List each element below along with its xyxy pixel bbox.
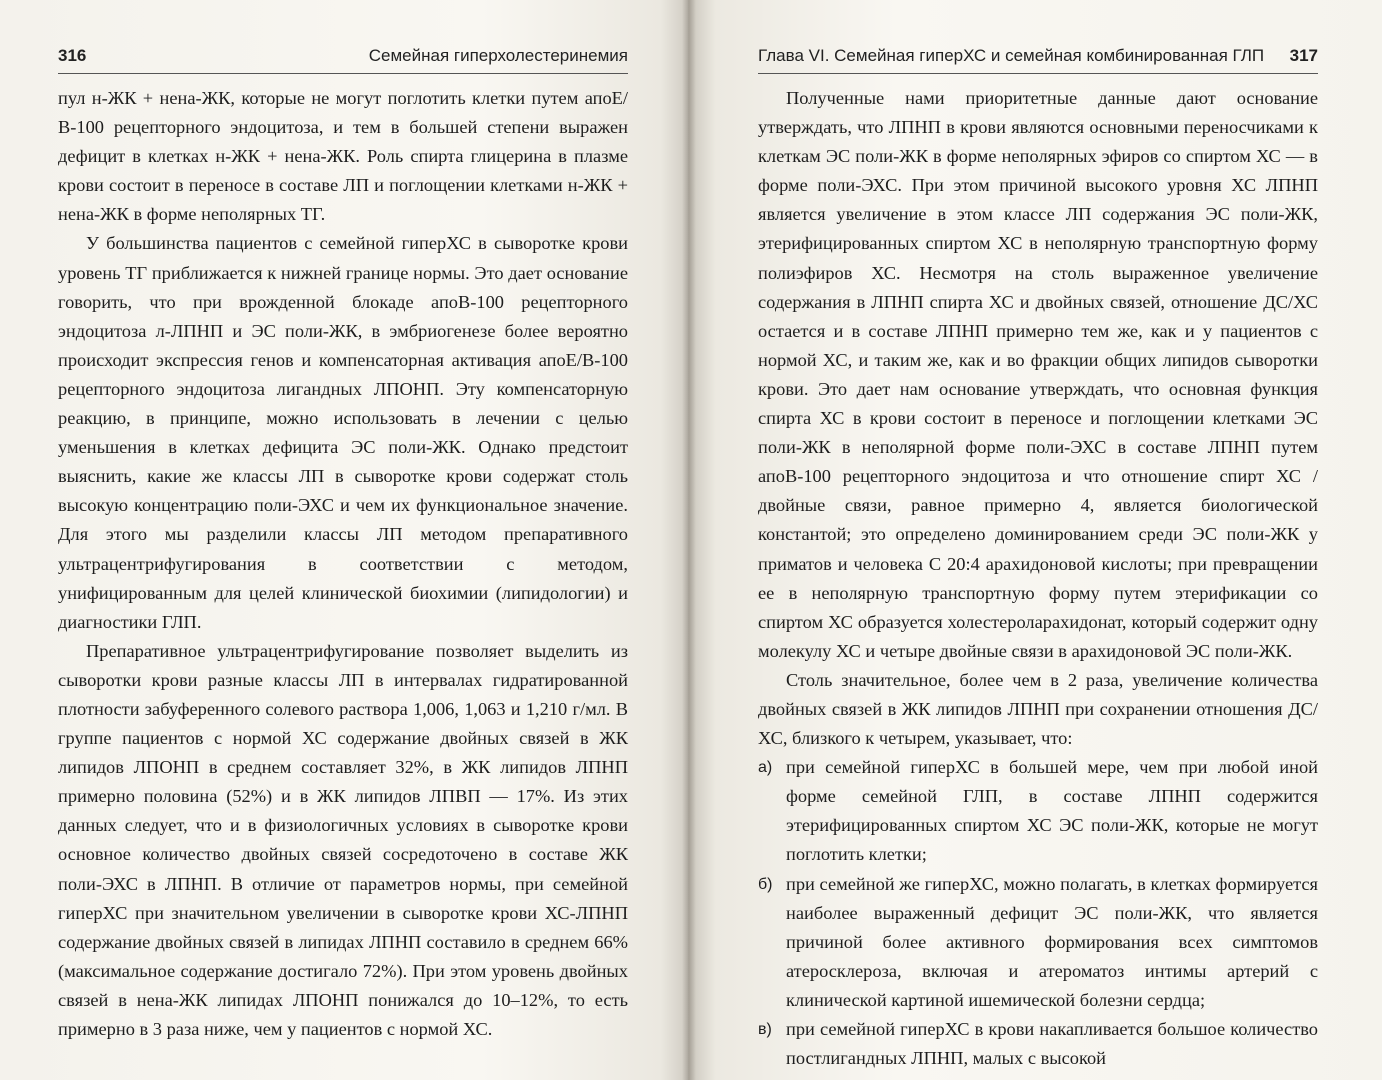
list-item-text: при семейной гиперХС в большей мере, чем при любой иной форме семейной ГЛП, в составе ЛПНП содержится этерифицированных спиртом ХС ЭС поли-ЖК, которые не могут поглотить клетки; (786, 757, 1318, 865)
list-marker: в) (758, 1021, 772, 1038)
list-item-text: при семейной гиперХС в крови накапливается большое количество постлигандных ЛПНП, малых с высокой (786, 1019, 1318, 1069)
list-marker: а) (758, 759, 773, 777)
paragraph: Препаративное ультрацентрифугирование позволяет выделить из сыворотки крови разные классы ЛП в интервалах гидратированной плотности забуференного солевого раствора 1,006, 1,063 и 1,210 г/мл. В группе пациентов с нормой ХС содержание двойных связей в ЖК липидов ЛПОНП в среднем составляет 32%, в ЖК липидов ЛПНП примерно половина (52%) и в ЖК липидов ЛПВП — 17%. Из этих данных следует, что и в физиологичных условиях в сыворотке крови основное количество двойных связей сосредоточено в составе ЖК поли-ЭХС в ЛПНП. В отличие от параметров нормы, при семейной гиперХС при значительном увеличении в сыворотке крови ХС-ЛПНП содержание двойных связей в липидах ЛПНП составило в среднем 66% (максимальное содержание достигало 72%). При этом уровень двойных связей в нена-ЖК липидах ЛПОНП понижался до 10–12%, то есть примерно в 3 раза ниже, чем у пациентов с нормой ХС. (58, 640, 628, 1039)
right-running-title: Глава VI. Семейная гиперХС и семейная комбинированная ГЛП (758, 46, 1265, 65)
right-header-rule (758, 73, 1318, 74)
left-running-head (58, 46, 628, 76)
left-page-number: 316 (58, 46, 87, 65)
paragraph: Полученные нами приоритетные данные дают основание утверждать, что ЛПНП в крови являются основными переносчиками к клеткам ЭС поли-ЖК в форме неполярных эфиров со спиртом ХС — в форме поли-ЭХС. При этом причиной высокого уровня ХС ЛПНП является увеличение в этом классе ЛП содержания ЭС поли-ЖК, этерифицированных спиртом ХС в неполярную транспортную форму полиэфиров ХС. Несмотря на столь выраженное увеличение содержания в ЛПНП спирта ХС и двойных связей, отношение ДС/ХС остается и в составе ЛПНП примерно тем же, как и у пациентов с нормой ХС, и таким же, как и во фракции общих липидов сыворотки крови. Это дает нам основание утверждать, что основная функция спирта ХС в крови состоит в переносе и поглощении клетками ЭС поли-ЖК в неполярной форме поли-ЭХС в составе ЛПНП путем апоВ-100 рецепторного эндоцитоза и что отношение спирт ХС / двойные связи, равное примерно 4, является биологической константой; это определено доминированием среди ЭС поли-ЖК у приматов и человека С 20:4 арахидоновой кислоты; при превращении ее в неполярную транспортную форму путем этерификации со спиртом ХС образуется холестероларахидонат, который содержит одну молекулу ХС и четыре двойные связи в арахидоновой ЭС поли-ЖК. (758, 88, 1318, 661)
left-body-text (58, 84, 628, 1044)
paragraph: пул н-ЖК + нена-ЖК, которые не могут поглотить клетки путем апоЕ/В-100 рецепторного эндоцитоза, и тем в большей степени выражен дефицит в клетках н-ЖК + нена-ЖК. Роль спирта глицерина в плазме крови состоит в переносе в составе ЛП и поглощении клетками н-ЖК + нена-ЖК в форме неполярных ТГ. (58, 88, 628, 225)
list-item (758, 753, 1318, 869)
list-marker: б) (758, 875, 773, 893)
left-running-title: Семейная гиперхолестеринемия (368, 46, 628, 65)
right-page-number: 317 (1289, 46, 1318, 65)
paragraph: Столь значительное, более чем в 2 раза, увеличение количества двойных связей в ЖК липидов ЛПНП при сохранении отношения ДС/ХС, близкого к четырем, указывает, что: (758, 669, 1318, 749)
left-header-rule (58, 73, 628, 74)
list-item-text: при семейной же гиперХС, можно полагать, в клетках формируется наиболее выраженный дефицит ЭС поли-ЖК, что является причиной более активного формирования всех симптомов атеросклероза, включая и атероматоз интимы артерий с клинической картиной ишемической болезни сердца; (786, 873, 1318, 1010)
right-body-text (758, 84, 1318, 1073)
book-gutter-shadow (682, 0, 696, 1080)
right-running-head (758, 46, 1318, 76)
right-page (688, 0, 1382, 1080)
left-page (0, 0, 688, 1080)
paragraph: У большинства пациентов с семейной гиперХС в сыворотке крови уровень ТГ приближается к нижней границе нормы. Это дает основание говорить, что при врожденной блокаде апоВ-100 рецепторного эндоцитоза л-ЛПНП и ЭС поли-ЖК, в эмбриогенезе более вероятно происходит экспрессия генов и компенсаторная активация апоЕ/В-100 рецепторного эндоцитоза лигандных ЛПОНП. Эту компенсаторную реакцию, в принципе, можно использовать в лечении с целью уменьшения в клетках дефицита ЭС поли-ЖК. Однако предстоит выяснить, какие же классы ЛП в сыворотке крови содержат столь высокую концентрацию поли-ЭХС и чем их функциональное значение. Для этого мы разделили классы ЛП методом препаративного ультрацентрифугирования в соответствии с методом, унифицированным для целей клинической биохимии (липидологии) и диагностики ГЛП. (58, 233, 628, 632)
list-item (758, 1015, 1318, 1073)
list-item (758, 870, 1318, 1015)
